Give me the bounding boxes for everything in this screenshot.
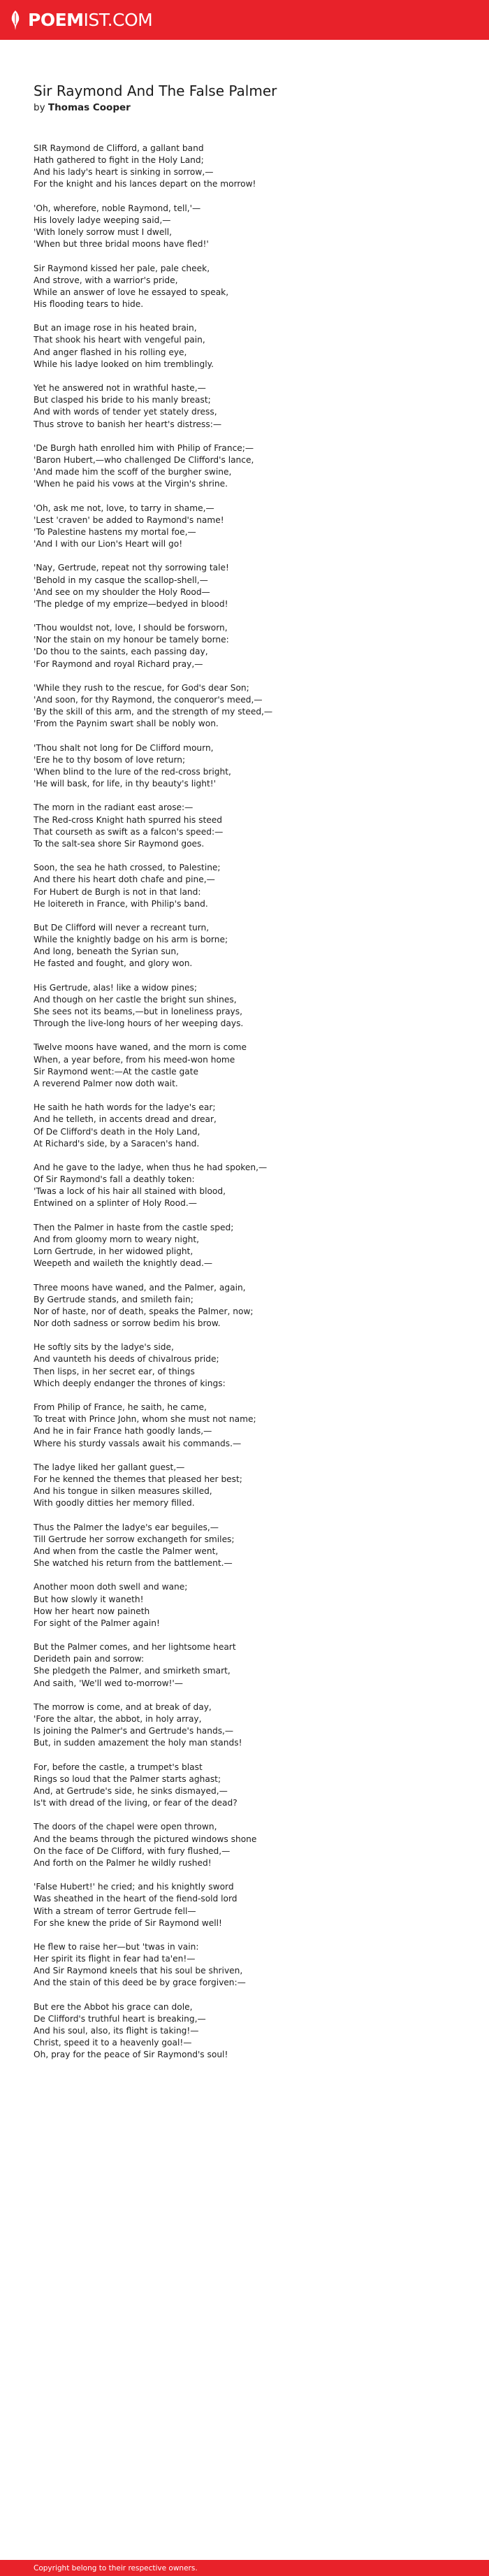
poem-line: Of De Clifford's death in the Holy Land,	[34, 1126, 200, 1137]
poem-line: De Clifford's truthful heart is breaking,—	[34, 2013, 206, 2024]
poem-line: And, at Gertrude's side, he sinks dismayed,—	[34, 1785, 228, 1796]
poem-line: 'To Palestine hastens my mortal foe,—	[34, 526, 196, 537]
poem-line: Another moon doth swell and wane;	[34, 1582, 188, 1592]
poem-line: 'Nay, Gertrude, repeat not thy sorrowing tale!	[34, 563, 229, 573]
poem-line: 'When blind to the lure of the red-cross bright,	[34, 766, 231, 777]
poem-line: Sir Raymond went:—At the castle gate	[34, 1066, 199, 1077]
poem-line: Christ, speed it to a heavenly goal!—	[34, 2038, 192, 2048]
poem-line: Then the Palmer in haste from the castle sped;	[34, 1222, 234, 1232]
quill-pen-icon	[10, 10, 21, 30]
copyright-text: Copyright belong to their respective owners.	[34, 2563, 198, 2573]
poem-line: He saith he hath words for the ladye's ear;	[34, 1102, 216, 1113]
poem-line: And the beams through the pictured windows shone	[34, 1834, 257, 1844]
poem-line: And he in fair France hath goodly lands,—	[34, 1426, 212, 1437]
poem-line: Twelve moons have waned, and the morn is come	[34, 1042, 247, 1053]
author-link[interactable]: Thomas Cooper	[48, 102, 131, 113]
site-footer	[0, 2560, 489, 2576]
poem-line: For she knew the pride of Sir Raymond well!	[34, 1917, 222, 1928]
poem-title: Sir Raymond And The False Palmer	[34, 82, 277, 99]
poem-line: That courseth as swift as a falcon's speed:—	[34, 826, 224, 837]
poem-stanza	[34, 622, 460, 670]
poem-stanza	[34, 203, 460, 251]
poem-line: The morrow is come, and at break of day,	[34, 1701, 212, 1712]
poem-line: 'Nor the stain on my honour be tamely borne:	[34, 635, 229, 645]
poem-line: Till Gertrude her sorrow exchangeth for smiles;	[34, 1534, 235, 1544]
poem-line: Is joining the Palmer's and Gertrude's hands,—	[34, 1726, 234, 1736]
poem-line: And the stain of this deed be by grace forgiven:—	[34, 1978, 246, 1988]
poem-line: From Philip of France, he saith, he came,	[34, 1402, 207, 1413]
poem-line: To treat with Prince John, whom she must not name;	[34, 1414, 256, 1425]
poem-line: He loitereth in France, with Philip's band.	[34, 898, 208, 909]
poem-line: And strove, with a warrior's pride,	[34, 275, 178, 285]
poem-line: 'And I with our Lion's Heart will go!	[34, 539, 183, 549]
poem-line: The Red-cross Knight hath spurred his steed	[34, 814, 223, 825]
poem-stanza	[34, 1821, 460, 1869]
poem-line: Where his sturdy vassals await his commands.—	[34, 1438, 242, 1448]
poem-line: Nor of haste, nor of death, speaks the Palmer, now;	[34, 1306, 254, 1316]
poem-line: And forth on the Palmer he wildly rushed!	[34, 1857, 212, 1868]
poem-stanza	[34, 1762, 460, 1810]
poem-line: With goodly ditties her memory filled.	[34, 1498, 195, 1509]
poem-line: While an answer of love he essayed to speak,	[34, 287, 229, 297]
poem-line: He flew to raise her—but 'twas in vain:	[34, 1941, 199, 1952]
poem-line: She pledgeth the Palmer, and smirketh smart,	[34, 1666, 231, 1676]
poem-line: 'Ere he to thy bosom of love return;	[34, 754, 186, 765]
poem-line: The ladye liked her gallant guest,—	[34, 1462, 185, 1472]
poem-line: He fasted and fought, and glory won.	[34, 958, 193, 969]
poem-stanza	[34, 1222, 460, 1270]
poem-line: For sight of the Palmer again!	[34, 1618, 160, 1628]
poem-line: She watched his return from the battlement.—	[34, 1558, 233, 1569]
poem-line: SIR Raymond de Clifford, a gallant band	[34, 143, 204, 153]
poem-stanza	[34, 382, 460, 431]
poem-line: 'De Burgh hath enrolled him with Philip of France;—	[34, 442, 254, 453]
poem-line: By Gertrude stands, and smileth fain;	[34, 1294, 194, 1304]
logo-text-light: IST.COM	[83, 10, 153, 30]
poem-stanza	[34, 263, 460, 311]
poem-line: And vaunteth his deeds of chivalrous pride;	[34, 1354, 219, 1365]
poem-stanza	[34, 1341, 460, 1390]
poem-line: 'Twas a lock of his hair all stained with blood,	[34, 1186, 226, 1197]
poem-stanza	[34, 1282, 460, 1330]
poem-line: Nor doth sadness or sorrow bedim his brow.	[34, 1318, 221, 1329]
site-logo[interactable]	[10, 10, 152, 30]
poem-line: And he gave to the ladye, when thus he had spoken,—	[34, 1163, 268, 1173]
poem-stanza	[34, 1102, 460, 1150]
poem-line: Three moons have waned, and the Palmer, again,	[34, 1282, 246, 1293]
poem-line: Was sheathed in the heart of the fiend-sold lord	[34, 1894, 238, 1904]
poem-stanza	[34, 862, 460, 910]
poem-line: 'By the skill of this arm, and the strength of my steed,—	[34, 707, 273, 717]
poem-line: 'And soon, for thy Raymond, the conqueror's meed,—	[34, 695, 263, 705]
poem-line: For the knight and his lances depart on the morrow!	[34, 179, 256, 189]
poem-line: Derideth pain and sorrow:	[34, 1654, 145, 1664]
poem-line: His flooding tears to hide.	[34, 299, 144, 309]
poem-line: And there his heart doth chafe and pine,—	[34, 875, 215, 885]
poem-line: 'Lest 'craven' be added to Raymond's name!	[34, 515, 224, 525]
poem-stanza	[34, 982, 460, 1030]
poem-line: Hath gathered to fight in the Holy Land;	[34, 155, 204, 166]
poem-stanza	[34, 562, 460, 610]
poem-line: While his ladye looked on him tremblingly.	[34, 359, 214, 369]
poem-line: For Hubert de Burgh is not in that land:	[34, 886, 201, 897]
poem-line: 'Thou wouldst not, love, I should be forsworn,	[34, 623, 228, 633]
poem-line: And when from the castle the Palmer went,	[34, 1546, 219, 1556]
poem-line: She sees not its beams,—but in loneliness prays,	[34, 1007, 242, 1017]
poem-line: 'For Raymond and royal Richard pray,—	[34, 659, 203, 669]
poem-line: 'Do thou to the saints, each passing day,	[34, 647, 208, 657]
poem-line: 'When but three bridal moons have fled!'	[34, 239, 209, 250]
poem-line: Thus the Palmer the ladye's ear beguiles,—	[34, 1522, 219, 1532]
poem-line: And anger flashed in his rolling eye,	[34, 347, 187, 357]
poem-line: And long, beneath the Syrian sun,	[34, 947, 179, 957]
poem-line: Yet he answered not in wrathful haste,—	[34, 383, 206, 394]
poem-stanza	[34, 2001, 460, 2061]
poem-line: And his soul, also, its flight is taking!—	[34, 2026, 199, 2036]
poem-line: The doors of the chapel were open thrown,	[34, 1822, 217, 1832]
poem-line: 'With lonely sorrow must I dwell,	[34, 227, 172, 238]
poem-line: A reverend Palmer now doth wait.	[34, 1078, 178, 1088]
poem-stanza	[34, 503, 460, 551]
poem-stanza	[34, 1162, 460, 1210]
poem-line: Which deeply endanger the thrones of kings:	[34, 1378, 226, 1388]
poem-line: How her heart now paineth	[34, 1606, 150, 1616]
poem-line: But how slowly it waneth!	[34, 1594, 144, 1604]
poem-line: Of Sir Raymond's fall a deathly token:	[34, 1174, 195, 1185]
poem-line: 'Oh, wherefore, noble Raymond, tell,'—	[34, 203, 201, 213]
poem-line: That shook his heart with vengeful pain,	[34, 335, 205, 345]
poem-body	[34, 143, 460, 2061]
poem-stanza	[34, 1462, 460, 1510]
poem-line: 'He will bask, for life, in thy beauty's light!'	[34, 779, 217, 789]
poem-stanza	[34, 1941, 460, 1989]
poem-line: Her spirit its flight in fear had ta'en!—	[34, 1954, 196, 1964]
poem-line: 'The pledge of my emprize—bedyed in blood!	[34, 598, 228, 609]
poem-stanza	[34, 802, 460, 850]
poem-line: And he telleth, in accents dread and drear,	[34, 1114, 217, 1125]
poem-line: Is't with dread of the living, or fear of the dead?	[34, 1798, 238, 1808]
poem-stanza	[34, 742, 460, 791]
poem-line: Soon, the sea he hath crossed, to Palestine;	[34, 863, 221, 873]
poem-stanza	[34, 922, 460, 970]
poem-line: Rings so loud that the Palmer starts aghast;	[34, 1773, 221, 1784]
poem-line: With a stream of terror Gertrude fell—	[34, 1906, 196, 1916]
poem-stanza	[34, 1042, 460, 1090]
poem-line: 'And see on my shoulder the Holy Rood—	[34, 587, 210, 597]
poem-stanza	[34, 1402, 460, 1450]
poem-line: But De Clifford will never a recreant turn,	[34, 922, 210, 933]
poem-line: And his lady's heart is sinking in sorrow,—	[34, 167, 214, 178]
poem-line: And though on her castle the bright sun shines,	[34, 994, 237, 1005]
poem-line: And with words of tender yet stately dress,	[34, 407, 217, 417]
poem-stanza	[34, 442, 460, 491]
poem-stanza	[34, 1701, 460, 1750]
poem-line: But the Palmer comes, and her lightsome heart	[34, 1642, 236, 1653]
poem-line: And saith, 'We'll wed to-morrow!'—	[34, 1678, 183, 1688]
logo-text-bold: POEM	[28, 10, 84, 30]
poem-byline	[34, 101, 460, 114]
poem-stanza	[34, 1641, 460, 1690]
poem-stanza	[34, 682, 460, 731]
poem-line: While the knightly badge on his arm is borne;	[34, 935, 228, 945]
poem-line: 'And made him the scoff of the burgher swine,	[34, 467, 232, 477]
poem-stanza	[34, 1881, 460, 1929]
poem-line: On the face of De Clifford, with fury flushed,—	[34, 1845, 231, 1856]
poem-line: But clasped his bride to his manly breast;	[34, 395, 211, 405]
poem-line: But ere the Abbot his grace can dole,	[34, 2001, 193, 2012]
poem-line: 'Oh, ask me not, love, to tarry in shame,—	[34, 503, 214, 513]
poem-line: And from gloomy morn to weary night,	[34, 1234, 199, 1244]
poem-line: Sir Raymond kissed her pale, pale cheek,	[34, 263, 210, 273]
poem-line: 'Thou shalt not long for De Clifford mourn,	[34, 742, 214, 753]
site-header	[0, 0, 489, 40]
poem-line: The morn in the radiant east arose:—	[34, 803, 194, 813]
poem-line: But, in sudden amazement the holy man stands!	[34, 1738, 242, 1748]
poem-line: But an image rose in his heated brain,	[34, 323, 197, 333]
poem-line: To the salt-sea shore Sir Raymond goes.	[34, 838, 205, 849]
poem-stanza	[34, 1581, 460, 1629]
poem-line: Through the live-long hours of her weeping days.	[34, 1019, 244, 1029]
poem-line: 'From the Paynim swart shall be nobly won.	[34, 719, 219, 729]
poem-line: Then lisps, in her secret ear, of things	[34, 1366, 195, 1376]
poem-line: Oh, pray for the peace of Sir Raymond's soul!	[34, 2050, 228, 2060]
poem-container	[34, 82, 460, 2073]
poem-line: 'While they rush to the rescue, for God's dear Son;	[34, 682, 249, 693]
poem-stanza	[34, 322, 460, 370]
poem-stanza	[34, 143, 460, 191]
poem-line: Lorn Gertrude, in her widowed plight,	[34, 1246, 194, 1257]
poem-line: Weepeth and waileth the knightly dead.—	[34, 1258, 213, 1269]
poem-line: 'Fore the altar, the abbot, in holy array,	[34, 1714, 202, 1725]
poem-line: And his tongue in silken measures skilled,	[34, 1486, 212, 1497]
poem-line: Entwined on a splinter of Holy Rood.—	[34, 1198, 197, 1209]
poem-line: At Richard's side, by a Saracen's hand.	[34, 1138, 200, 1149]
poem-line: When, a year before, from his meed-won home	[34, 1054, 235, 1065]
poem-line: For he kenned the themes that pleased her best;	[34, 1474, 242, 1484]
poem-line: 'When he paid his vows at the Virgin's shrine.	[34, 479, 228, 489]
poem-line: 'Behold in my casque the scallop-shell,—	[34, 575, 208, 585]
poem-line: His Gertrude, alas! like a widow pines;	[34, 982, 197, 993]
byline-prefix: by	[34, 102, 45, 113]
poem-line: His lovely ladye weeping said,—	[34, 215, 171, 225]
poem-line: He softly sits by the ladye's side,	[34, 1342, 174, 1353]
poem-line: For, before the castle, a trumpet's blast	[34, 1762, 203, 1772]
poem-line: 'Baron Hubert,—who challenged De Clifford's lance,	[34, 454, 254, 465]
poem-line: And Sir Raymond kneels that his soul be shriven,	[34, 1966, 243, 1976]
poem-line: Thus strove to banish her heart's distress:—	[34, 419, 222, 429]
poem-stanza	[34, 1522, 460, 1570]
poem-line: 'False Hubert!' he cried; and his knightly sword	[34, 1882, 234, 1892]
